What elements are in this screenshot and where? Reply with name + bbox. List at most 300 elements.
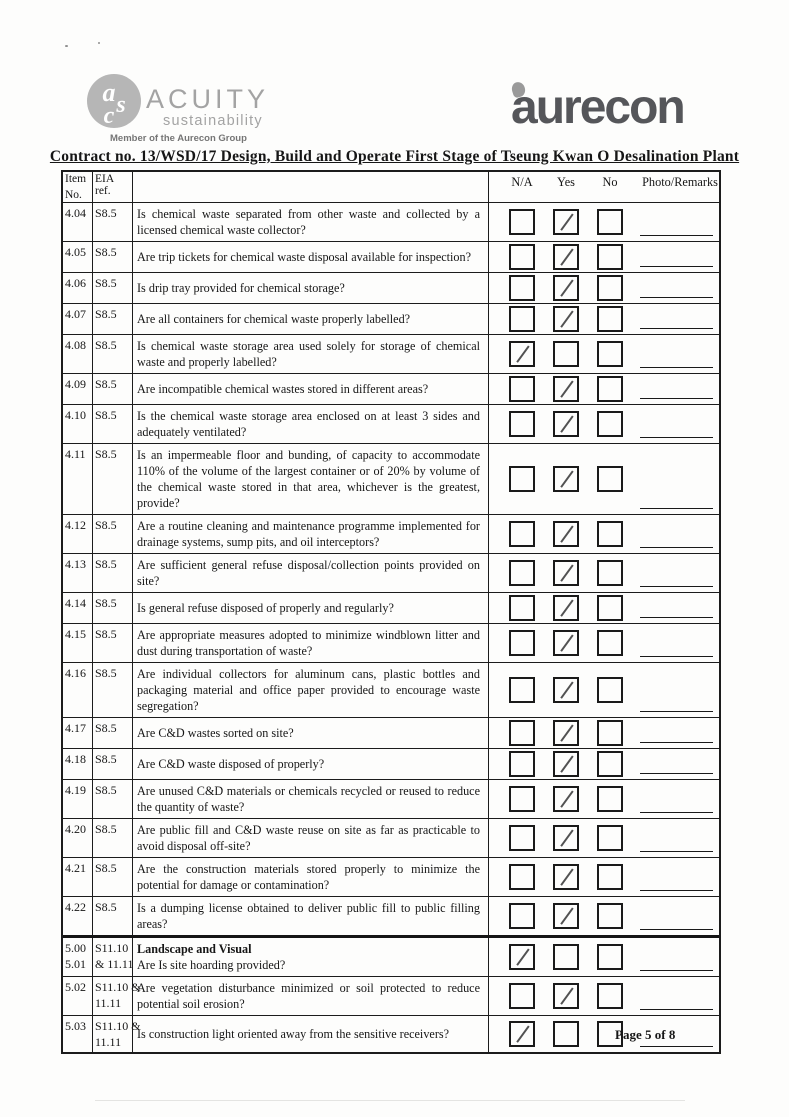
checkbox-no bbox=[597, 244, 623, 270]
remarks-line bbox=[640, 547, 713, 548]
answer-cell bbox=[488, 938, 719, 976]
eia-ref: S8.5 bbox=[95, 518, 117, 532]
document-title: Contract no. 13/WSD/17 Design, Build and Operate First Stage of Tseung Kwan O Desalination Plant bbox=[49, 148, 740, 165]
remarks-line bbox=[640, 970, 713, 971]
item-no: 4.15 bbox=[65, 627, 86, 641]
item-no: 4.18 bbox=[65, 752, 86, 766]
eia-ref: S8.5 bbox=[95, 408, 117, 422]
item-no-cell bbox=[63, 858, 92, 896]
answer-cell bbox=[488, 977, 719, 1015]
table-header-row bbox=[63, 172, 719, 202]
eia-ref: S8.5 bbox=[95, 721, 117, 735]
checkmark-icon bbox=[560, 790, 573, 807]
question-text: Are unused C&D materials or chemicals recycled or reused to reduce the quantity of waste? bbox=[137, 784, 480, 814]
checkmark-icon bbox=[560, 279, 573, 296]
item-no: 5.00 bbox=[65, 941, 86, 955]
question-cell bbox=[132, 663, 488, 717]
checkbox-na bbox=[509, 720, 535, 746]
item-no: 4.11 bbox=[65, 447, 86, 461]
checkbox-na bbox=[509, 376, 535, 402]
remarks-line bbox=[640, 1046, 713, 1047]
header-eia-ref: EIA ref. bbox=[92, 172, 132, 202]
item-no: 4.19 bbox=[65, 783, 86, 797]
table-row bbox=[63, 623, 719, 662]
svg-text:s: s bbox=[116, 92, 126, 118]
checkbox-yes bbox=[553, 944, 579, 970]
eia-ref-cell bbox=[92, 515, 132, 553]
remarks-line bbox=[640, 235, 713, 236]
question-cell bbox=[132, 273, 488, 303]
checkmark-icon bbox=[560, 213, 573, 230]
answer-cell bbox=[488, 304, 719, 334]
eia-ref-cell bbox=[92, 718, 132, 748]
remarks-line bbox=[640, 812, 713, 813]
item-no: 4.13 bbox=[65, 557, 86, 571]
eia-ref: S8.5 bbox=[95, 822, 117, 836]
answer-cell bbox=[488, 624, 719, 662]
checkbox-no bbox=[597, 466, 623, 492]
checkbox-yes bbox=[553, 376, 579, 402]
header-no: No bbox=[602, 175, 618, 189]
table-row bbox=[63, 272, 719, 303]
checkbox-yes bbox=[553, 630, 579, 656]
eia-ref-cell bbox=[92, 938, 132, 976]
checkbox-yes bbox=[553, 341, 579, 367]
item-no-cell bbox=[63, 749, 92, 779]
page-number bbox=[615, 1027, 675, 1043]
answer-cell bbox=[488, 858, 719, 896]
table-row bbox=[63, 443, 719, 514]
checkbox-yes bbox=[553, 903, 579, 929]
checkmark-icon bbox=[560, 987, 573, 1004]
remarks-line bbox=[640, 1009, 713, 1010]
eia-ref: S8.5 bbox=[95, 666, 117, 680]
checkbox-yes bbox=[553, 864, 579, 890]
question-cell bbox=[132, 405, 488, 443]
checkbox-na bbox=[509, 983, 535, 1009]
table-row bbox=[63, 935, 719, 976]
item-no: 4.09 bbox=[65, 377, 86, 391]
question-text: Is drip tray provided for chemical storage? bbox=[137, 281, 345, 295]
item-no-cell bbox=[63, 819, 92, 857]
answer-cell bbox=[488, 780, 719, 818]
checkbox-yes bbox=[553, 411, 579, 437]
item-no-cell bbox=[63, 335, 92, 373]
answer-cell bbox=[488, 749, 719, 779]
item-no-cell bbox=[63, 593, 92, 623]
eia-ref: S8.5 bbox=[95, 245, 117, 259]
checkbox-na bbox=[509, 341, 535, 367]
checkbox-no bbox=[597, 864, 623, 890]
question-cell bbox=[132, 780, 488, 818]
item-no-cell bbox=[63, 304, 92, 334]
remarks-line bbox=[640, 398, 713, 399]
checkbox-no bbox=[597, 560, 623, 586]
question-text: Are individual collectors for aluminum cans, plastic bottles and packaging material and office paper provided to encourage waste segregation? bbox=[137, 667, 480, 713]
header-item-line1: Item bbox=[65, 173, 87, 185]
question-text: Are a routine cleaning and maintenance programme implemented for drainage systems, sump pits, and oil interceptors? bbox=[137, 519, 480, 549]
question-cell bbox=[132, 624, 488, 662]
item-no-cell bbox=[63, 718, 92, 748]
checkbox-no bbox=[597, 903, 623, 929]
answer-cell bbox=[488, 444, 719, 514]
eia-ref-cell bbox=[92, 1016, 141, 1052]
answer-cell bbox=[488, 335, 719, 373]
item-no: 4.17 bbox=[65, 721, 86, 735]
question-cell bbox=[132, 515, 488, 553]
item-no: 4.20 bbox=[65, 822, 86, 836]
page-current: 5 bbox=[644, 1027, 652, 1042]
acuity-wordmark: ACUITY bbox=[146, 84, 270, 114]
table-row bbox=[63, 717, 719, 748]
question-cell bbox=[132, 554, 488, 592]
checkmark-icon bbox=[516, 948, 529, 965]
eia-ref: & 11.11 bbox=[95, 957, 134, 971]
eia-ref-cell bbox=[92, 554, 132, 592]
question-cell bbox=[132, 749, 488, 779]
answer-cell bbox=[488, 374, 719, 404]
question-cell bbox=[132, 897, 488, 935]
checkbox-no bbox=[597, 275, 623, 301]
scan-speck bbox=[65, 45, 68, 47]
question-cell bbox=[132, 977, 488, 1015]
remarks-line bbox=[640, 508, 713, 509]
eia-ref-cell bbox=[92, 749, 132, 779]
checkbox-no bbox=[597, 376, 623, 402]
eia-ref-cell bbox=[92, 242, 132, 272]
table-row bbox=[63, 303, 719, 334]
eia-ref-cell bbox=[92, 897, 132, 935]
item-no: 5.02 bbox=[65, 980, 86, 994]
table-row bbox=[63, 748, 719, 779]
eia-ref: S8.5 bbox=[95, 276, 117, 290]
eia-ref: S11.10 & bbox=[95, 980, 141, 994]
question-text: Are public fill and C&D waste reuse on site as far as practicable to avoid disposal off-site? bbox=[137, 823, 480, 853]
item-no-cell bbox=[63, 977, 92, 1015]
item-no-cell bbox=[63, 938, 92, 976]
checkbox-yes bbox=[553, 306, 579, 332]
header-yes: Yes bbox=[557, 175, 575, 189]
table-row bbox=[63, 514, 719, 553]
question-cell bbox=[132, 593, 488, 623]
question-text: Is general refuse disposed of properly and regularly? bbox=[137, 601, 394, 615]
checkbox-no bbox=[597, 209, 623, 235]
checkmark-icon bbox=[560, 829, 573, 846]
question-text: Is an impermeable floor and bunding, of capacity to accommodate 110% of the volume of the largest container or of 20% by volume of the chemical waste stored in that area, whichever is the greatest, provide? bbox=[137, 448, 480, 510]
question-cell bbox=[132, 304, 488, 334]
remarks-line bbox=[640, 586, 713, 587]
question-text: Are Is site hoarding provided? bbox=[137, 958, 286, 972]
checkbox-no bbox=[597, 944, 623, 970]
question-text: Are appropriate measures adopted to minimize windblown litter and dust during transportation of waste? bbox=[137, 628, 480, 658]
eia-ref-cell bbox=[92, 405, 132, 443]
acuity-subtitle: sustainability bbox=[163, 113, 263, 129]
checkbox-no bbox=[597, 595, 623, 621]
scan-speck bbox=[98, 42, 100, 44]
header-question bbox=[132, 172, 488, 202]
item-no: 4.07 bbox=[65, 307, 86, 321]
remarks-line bbox=[640, 297, 713, 298]
item-no: 4.08 bbox=[65, 338, 86, 352]
answer-cell bbox=[488, 819, 719, 857]
question-cell bbox=[132, 374, 488, 404]
remarks-line bbox=[640, 890, 713, 891]
question-text: Are C&D wastes sorted on site? bbox=[137, 726, 294, 740]
question-text: Is the chemical waste storage area enclosed on at least 3 sides and adequately ventilated? bbox=[137, 409, 480, 439]
answer-cell bbox=[488, 663, 719, 717]
acuity-logo bbox=[87, 72, 347, 147]
item-no-cell bbox=[63, 405, 92, 443]
checkmark-icon bbox=[560, 868, 573, 885]
checkmark-icon bbox=[560, 310, 573, 327]
checkbox-no bbox=[597, 630, 623, 656]
table-row bbox=[63, 896, 719, 935]
eia-ref: 11.11 bbox=[95, 996, 122, 1010]
item-no-cell bbox=[63, 624, 92, 662]
question-cell bbox=[132, 1016, 488, 1052]
answer-cell bbox=[488, 1016, 719, 1052]
checkbox-na bbox=[509, 944, 535, 970]
checkmark-icon bbox=[516, 345, 529, 362]
checkbox-na bbox=[509, 411, 535, 437]
table-row bbox=[63, 818, 719, 857]
eia-ref-cell bbox=[92, 977, 141, 1015]
question-text: Are sufficient general refuse disposal/collection points provided on site? bbox=[137, 558, 480, 588]
checkbox-na bbox=[509, 466, 535, 492]
eia-ref-cell bbox=[92, 304, 132, 334]
question-cell bbox=[132, 718, 488, 748]
item-no: 4.22 bbox=[65, 900, 86, 914]
eia-ref: S8.5 bbox=[95, 338, 117, 352]
scan-edge-line bbox=[95, 1100, 685, 1101]
page-word: Page bbox=[615, 1027, 642, 1042]
eia-ref-cell bbox=[92, 273, 132, 303]
checklist-table bbox=[61, 170, 721, 1054]
item-no: 4.16 bbox=[65, 666, 86, 680]
header-answers bbox=[488, 172, 719, 202]
item-no-cell bbox=[63, 780, 92, 818]
checkbox-na bbox=[509, 275, 535, 301]
checkbox-no bbox=[597, 306, 623, 332]
answer-cell bbox=[488, 405, 719, 443]
answer-cell bbox=[488, 593, 719, 623]
checkbox-na bbox=[509, 209, 535, 235]
answer-cell bbox=[488, 554, 719, 592]
eia-ref-cell bbox=[92, 624, 132, 662]
question-cell bbox=[132, 335, 488, 373]
item-no-cell bbox=[63, 554, 92, 592]
eia-ref-cell bbox=[92, 593, 132, 623]
table-row bbox=[63, 857, 719, 896]
header-photo-remarks: Photo/Remarks bbox=[642, 175, 718, 189]
checkbox-na bbox=[509, 630, 535, 656]
table-row bbox=[63, 553, 719, 592]
table-row bbox=[63, 373, 719, 404]
item-no-cell bbox=[63, 663, 92, 717]
checkmark-icon bbox=[560, 248, 573, 265]
acuity-monogram-icon bbox=[87, 74, 141, 128]
table-row bbox=[63, 662, 719, 717]
eia-ref-cell bbox=[92, 444, 132, 514]
remarks-line bbox=[640, 851, 713, 852]
eia-ref: S8.5 bbox=[95, 447, 117, 461]
item-no: 4.12 bbox=[65, 518, 86, 532]
eia-ref: S8.5 bbox=[95, 752, 117, 766]
table-row bbox=[63, 779, 719, 818]
header-item-line2: No. bbox=[65, 189, 82, 201]
of-word: of bbox=[654, 1027, 666, 1042]
question-text: Is a dumping license obtained to deliver public fill to public filling areas? bbox=[137, 901, 480, 931]
checkmark-icon bbox=[560, 724, 573, 741]
checkmark-icon bbox=[560, 380, 573, 397]
table-row bbox=[63, 334, 719, 373]
answer-cell bbox=[488, 515, 719, 553]
question-text: Are all containers for chemical waste properly labelled? bbox=[137, 312, 411, 326]
checkbox-no bbox=[597, 341, 623, 367]
eia-ref: S8.5 bbox=[95, 557, 117, 571]
aurecon-logo bbox=[503, 76, 718, 138]
eia-ref: S8.5 bbox=[95, 596, 117, 610]
question-cell bbox=[132, 444, 488, 514]
eia-ref: S8.5 bbox=[95, 783, 117, 797]
checkbox-no bbox=[597, 983, 623, 1009]
item-no-cell bbox=[63, 242, 92, 272]
item-no: 4.10 bbox=[65, 408, 86, 422]
checkbox-no bbox=[597, 825, 623, 851]
remarks-line bbox=[640, 711, 713, 712]
checkmark-icon bbox=[560, 907, 573, 924]
checkbox-yes bbox=[553, 521, 579, 547]
answer-cell bbox=[488, 273, 719, 303]
checkbox-no bbox=[597, 677, 623, 703]
item-no: 4.21 bbox=[65, 861, 86, 875]
question-cell bbox=[132, 938, 488, 976]
remarks-line bbox=[640, 266, 713, 267]
checkmark-icon bbox=[560, 415, 573, 432]
table-row bbox=[63, 404, 719, 443]
answer-cell bbox=[488, 897, 719, 935]
remarks-line bbox=[640, 328, 713, 329]
remarks-line bbox=[640, 773, 713, 774]
checkbox-yes bbox=[553, 595, 579, 621]
checkbox-yes bbox=[553, 466, 579, 492]
question-text: Are incompatible chemical wastes stored in different areas? bbox=[137, 382, 429, 396]
remarks-line bbox=[640, 656, 713, 657]
table-row bbox=[63, 976, 719, 1015]
checkbox-na bbox=[509, 677, 535, 703]
checkbox-na bbox=[509, 521, 535, 547]
checkmark-icon bbox=[560, 681, 573, 698]
remarks-line bbox=[640, 437, 713, 438]
answer-cell bbox=[488, 718, 719, 748]
checkbox-yes bbox=[553, 720, 579, 746]
table-row bbox=[63, 202, 719, 241]
checkbox-na bbox=[509, 595, 535, 621]
question-cell bbox=[132, 819, 488, 857]
section-heading: Landscape and Visual bbox=[137, 942, 252, 956]
item-no: 4.06 bbox=[65, 276, 86, 290]
page-total: 8 bbox=[668, 1027, 676, 1042]
item-no: 4.05 bbox=[65, 245, 86, 259]
eia-ref: S11.10 & bbox=[95, 1019, 141, 1033]
checkbox-no bbox=[597, 411, 623, 437]
item-no-cell bbox=[63, 1016, 92, 1052]
checkbox-no bbox=[597, 720, 623, 746]
checkbox-yes bbox=[553, 825, 579, 851]
remarks-line bbox=[640, 929, 713, 930]
checkbox-na bbox=[509, 1021, 535, 1047]
checkmark-icon bbox=[560, 470, 573, 487]
checkbox-na bbox=[509, 825, 535, 851]
checkmark-icon bbox=[560, 634, 573, 651]
eia-ref: S11.10 bbox=[95, 941, 129, 955]
checkbox-yes bbox=[553, 244, 579, 270]
checkbox-na bbox=[509, 751, 535, 777]
checkmark-icon bbox=[560, 525, 573, 542]
eia-ref-cell bbox=[92, 780, 132, 818]
svg-text:a: a bbox=[102, 78, 116, 107]
checkbox-yes bbox=[553, 560, 579, 586]
question-text: Is construction light oriented away from the sensitive receivers? bbox=[137, 1027, 450, 1041]
question-text: Is chemical waste separated from other waste and collected by a licensed chemical waste collector? bbox=[137, 207, 480, 237]
question-text: Are vegetation disturbance minimized or soil protected to reduce potential soil erosion? bbox=[137, 981, 480, 1011]
item-no: 5.03 bbox=[65, 1019, 86, 1033]
header-item-no bbox=[63, 172, 92, 202]
eia-ref: S8.5 bbox=[95, 900, 117, 914]
question-cell bbox=[132, 858, 488, 896]
checkbox-na bbox=[509, 560, 535, 586]
checkbox-no bbox=[597, 521, 623, 547]
item-no-cell bbox=[63, 515, 92, 553]
eia-ref-cell bbox=[92, 858, 132, 896]
checkmark-icon bbox=[560, 599, 573, 616]
checkbox-yes bbox=[553, 983, 579, 1009]
question-text: Are the construction materials stored properly to minimize the potential for damage or contamination? bbox=[137, 862, 480, 892]
checkmark-icon bbox=[560, 564, 573, 581]
checkbox-yes bbox=[553, 1021, 579, 1047]
checkbox-na bbox=[509, 864, 535, 890]
item-no: 5.01 bbox=[65, 957, 86, 971]
item-no-cell bbox=[63, 897, 92, 935]
aurecon-wordmark: aurecon bbox=[511, 81, 684, 134]
eia-ref-cell bbox=[92, 203, 132, 241]
eia-ref: 11.11 bbox=[95, 1035, 122, 1049]
item-no-cell bbox=[63, 273, 92, 303]
eia-ref: S8.5 bbox=[95, 861, 117, 875]
table-row bbox=[63, 592, 719, 623]
eia-ref-cell bbox=[92, 335, 132, 373]
checkbox-yes bbox=[553, 786, 579, 812]
checkmark-icon bbox=[516, 1025, 529, 1042]
item-no-cell bbox=[63, 444, 92, 514]
question-text: Are C&D waste disposed of properly? bbox=[137, 757, 325, 771]
svg-text:c: c bbox=[103, 103, 115, 128]
eia-ref: S8.5 bbox=[95, 377, 117, 391]
checkbox-yes bbox=[553, 677, 579, 703]
eia-ref-cell bbox=[92, 819, 132, 857]
header-na: N/A bbox=[511, 175, 533, 189]
checkbox-yes bbox=[553, 275, 579, 301]
answer-cell bbox=[488, 203, 719, 241]
item-no-cell bbox=[63, 374, 92, 404]
eia-ref: S8.5 bbox=[95, 307, 117, 321]
checkbox-na bbox=[509, 786, 535, 812]
checkbox-na bbox=[509, 903, 535, 929]
question-text: Is chemical waste storage area used solely for storage of chemical waste and properly labelled? bbox=[137, 339, 480, 369]
eia-ref-cell bbox=[92, 663, 132, 717]
remarks-line bbox=[640, 742, 713, 743]
table-row bbox=[63, 241, 719, 272]
